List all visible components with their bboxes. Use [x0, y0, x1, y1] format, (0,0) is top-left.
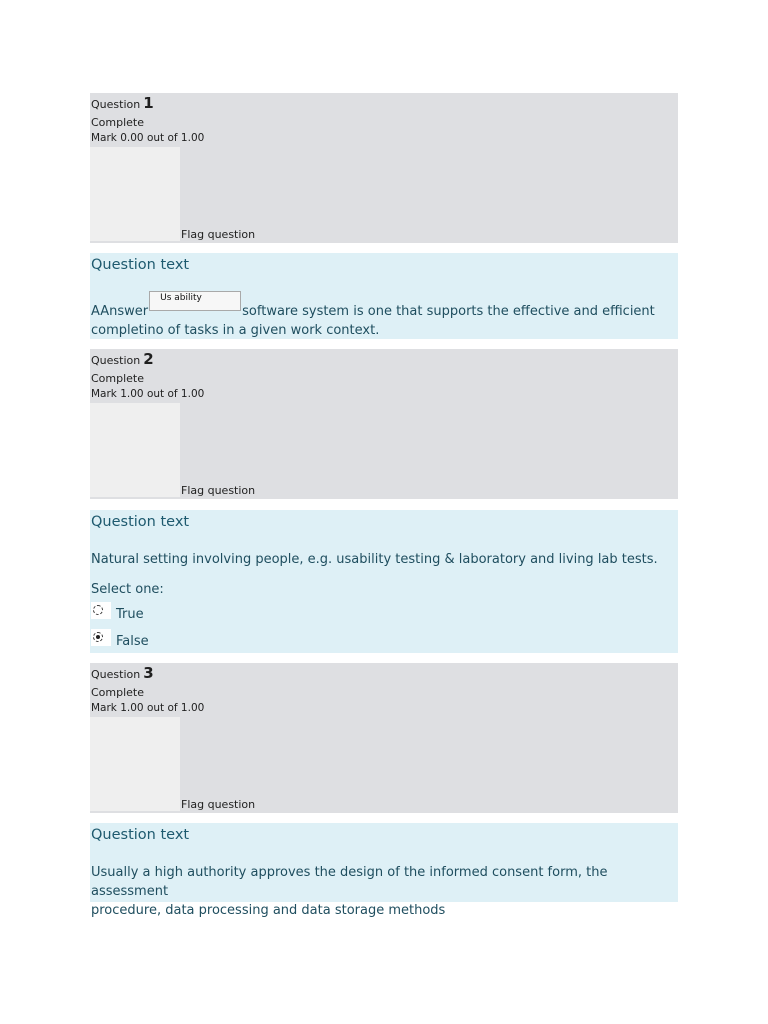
- question-text-line1: Usually a high authority approves the design of the informed consent form, the assessment: [91, 865, 608, 899]
- option-label: True: [116, 607, 144, 622]
- option-label: False: [116, 634, 149, 649]
- question-text-heading: Question text: [91, 827, 190, 843]
- flag-question-link[interactable]: Flag question: [181, 228, 256, 241]
- question-number-value: 3: [143, 664, 154, 682]
- question-number: [91, 666, 154, 682]
- radio-true[interactable]: [91, 602, 111, 619]
- question-number: [91, 352, 154, 368]
- question-text-after: software system is one that supports the effective and efficient: [242, 304, 655, 319]
- question-text-heading: Question text: [91, 257, 190, 273]
- flag-area: [90, 717, 180, 811]
- question-1-content: [90, 253, 678, 339]
- question-label: Question: [91, 98, 141, 111]
- question-text-before: AAnswer: [91, 304, 149, 319]
- question-text: [91, 863, 679, 920]
- question-text: Natural setting involving people, e.g. usability testing & laboratory and living lab tests.: [91, 552, 658, 567]
- flag-question-link[interactable]: Flag question: [181, 484, 256, 497]
- question-state: Complete: [91, 372, 145, 385]
- question-number: [91, 96, 154, 112]
- question-text-heading: Question text: [91, 514, 190, 530]
- question-number-value: 2: [143, 350, 154, 368]
- question-2-content: [90, 510, 678, 653]
- question-number-value: 1: [143, 94, 154, 112]
- question-label: Question: [91, 668, 141, 681]
- question-state: Complete: [91, 686, 145, 699]
- radio-false[interactable]: [91, 629, 111, 646]
- question-text-line2: procedure, data processing and data storage methods: [91, 903, 446, 918]
- question-3-info: [90, 663, 678, 813]
- question-label: Question: [91, 354, 141, 367]
- answer-value: Us ability: [160, 293, 202, 303]
- select-one-prompt: Select one:: [91, 582, 164, 597]
- question-state: Complete: [91, 116, 145, 129]
- question-3-content: [90, 823, 678, 918]
- flag-question-link[interactable]: Flag question: [181, 798, 256, 811]
- question-1-info: [90, 93, 678, 243]
- question-text-line2: completino of tasks in a given work context.: [91, 323, 380, 338]
- question-2-info: [90, 349, 678, 499]
- answer-input[interactable]: [149, 291, 241, 311]
- question-grade: Mark 1.00 out of 1.00: [91, 702, 205, 714]
- radio-ring-icon: [93, 605, 103, 615]
- radio-selected-dot-icon: [96, 635, 100, 639]
- flag-area: [90, 403, 180, 497]
- question-grade: Mark 1.00 out of 1.00: [91, 388, 205, 400]
- question-text: [91, 291, 677, 340]
- question-grade: Mark 0.00 out of 1.00: [91, 132, 205, 144]
- flag-area: [90, 147, 180, 241]
